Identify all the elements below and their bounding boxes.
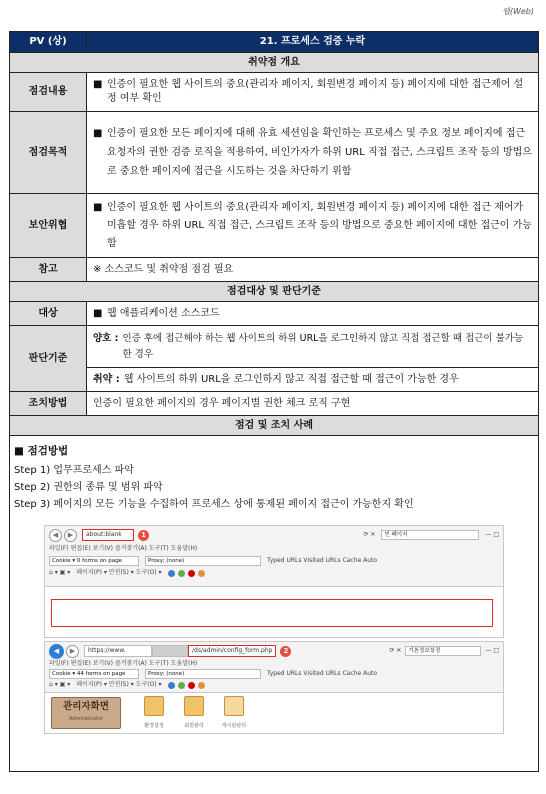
bullet-icon: ■ [93, 307, 103, 319]
blurred-domain [152, 645, 188, 657]
blank-page-highlight [51, 599, 493, 627]
address-bar-2[interactable]: https://www. [84, 645, 152, 657]
content-label: 점검내용 [10, 73, 87, 112]
content-text: 인증이 필요한 웹 사이트의 중요(관리자 페이지, 회원변경 페이지 등) 페이지에 대한 접근제어 설정 여부 확인 [107, 79, 524, 104]
admin-url[interactable]: /ds/admin/config_form.php [188, 645, 276, 657]
toolbar-right-2[interactable]: Typed URLs Visited URLs Cache Auto [267, 670, 378, 677]
step-2: Step 2) 권한의 종류 및 범위 파악 [14, 482, 163, 493]
threat-text: 인증이 필요한 웹 사이트의 중요(관리자 페이지, 회원변경 페이지 등) 페이지에 대한 접근 제어가 미흡할 경우 하위 URL 직접 접근, 스크립트 조작 등의 방법으로 중요한 페이지에 대한 접근이 가능함 [107, 201, 532, 249]
board-icon [224, 696, 244, 716]
judge-bad-cell [87, 368, 539, 392]
members-icon [184, 696, 204, 716]
purpose-text: 인증이 필요한 모든 페이지에 대해 유효 세션임을 확인하는 프로세스 및 주요 정보 페이지에 접근 요청자의 권한 검증 로직을 적용하여, 비인가자가 하위 URL 직접 접근, 스크립트 조작 등의 방법으로 중요한 페이지에 접근을 시도하는 것을 차단하기 위함 [107, 128, 532, 177]
menu-item-label: 환경설정 [144, 723, 164, 729]
forward-icon[interactable]: ▶ [64, 529, 77, 542]
target-text: 웹 애플리케이션 소스코드 [107, 307, 220, 319]
step-badge-2: 2 [280, 646, 291, 657]
bad-text: 웹 사이트의 하위 URL을 로그인하지 않고 직접 접근할 때 접근이 가능한 경우 [123, 373, 459, 385]
method-title: ■ 점검방법 [14, 445, 69, 457]
checklist-table [9, 31, 539, 772]
fav-bar-1 [49, 568, 499, 578]
severity-label: PV (상) [10, 32, 87, 53]
tab-2[interactable]: 기본정보설정 [405, 646, 481, 656]
item-title: 21. 프로세스 검증 누락 [87, 32, 539, 53]
bad-key: 취약 : [93, 373, 120, 385]
section-criteria: 점검대상 및 판단기준 [10, 282, 539, 302]
forward-icon[interactable]: ▶ [66, 645, 79, 658]
note-label: 참고 [10, 258, 87, 282]
judge-label: 판단기준 [10, 326, 87, 392]
menu-item-members[interactable] [177, 696, 211, 733]
window-controls-icon[interactable]: — □ [485, 531, 499, 538]
settings-icon [144, 696, 164, 716]
section-examples: 점검 및 조치 사례 [10, 416, 539, 436]
fav-menu-2[interactable]: 페이지(P) ▾ 안전(S) ▾ 도구(O) ▾ [76, 681, 162, 688]
admin-screen-button[interactable] [51, 697, 121, 729]
examples-cell [10, 436, 539, 772]
toolbar-right-1[interactable]: Typed URLs Visited URLs Cache Auto [267, 557, 378, 564]
purpose-cell [87, 112, 539, 194]
title-row [10, 32, 539, 53]
admin-sub: Administrator [68, 716, 104, 722]
forms-field-2[interactable]: Cookie ▾ 44 forms on page [49, 669, 139, 679]
step-3: Step 3) 페이지의 모든 기능을 수집하여 프로세스 상에 통제된 페이지 접근이 가능한지 확인 [14, 499, 414, 510]
back-icon[interactable]: ◀ [49, 529, 62, 542]
menu-item-settings[interactable] [137, 696, 171, 733]
good-key: 양호 : [93, 332, 119, 344]
content-cell [87, 73, 539, 112]
target-label: 대상 [10, 302, 87, 326]
admin-title: 관리자화면 [63, 701, 109, 712]
browser-window-1 [44, 525, 504, 587]
toolbar-1 [49, 556, 499, 566]
menu-bar-2[interactable]: 파일(F) 편집(E) 보기(V) 즐겨찾기(A) 도구(T) 도움말(H) [49, 660, 198, 667]
toolbar-icons [168, 682, 205, 689]
purpose-label: 점검목적 [10, 112, 87, 194]
judge-good-cell [87, 326, 539, 368]
fav-menu-1[interactable]: 페이지(P) ▾ 안전(S) ▾ 도구(O) ▾ [76, 569, 162, 576]
good-text: 인증 후에 접근해야 하는 웹 사이트의 하위 URL을 로그인하지 않고 직접 접근할 때 접근이 불가능한 경우 [122, 332, 524, 360]
action-label: 조치방법 [10, 392, 87, 416]
refresh-icon[interactable]: ⟳ ✕ [363, 531, 376, 538]
menu-bar-1[interactable]: 파일(F) 편집(E) 보기(V) 즐겨찾기(A) 도구(T) 도움말(H) [49, 545, 198, 552]
address-bar-1[interactable]: about:blank [82, 529, 134, 541]
home-icon[interactable]: ⌂ ▾ ▣ ▾ [49, 569, 71, 576]
step-badge-1: 1 [138, 530, 149, 541]
fav-bar-2 [49, 680, 499, 690]
toolbar-icons [168, 570, 205, 577]
bullet-icon: ■ [93, 79, 103, 90]
action-text: 인증이 필요한 페이지의 경우 페이지별 권한 체크 로직 구현 [87, 392, 539, 416]
proxy-field-2[interactable]: Proxy: (none) [145, 669, 261, 679]
menu-item-board[interactable] [217, 696, 251, 733]
note-text: ※ 소스코드 및 취약점 점검 필요 [87, 258, 539, 282]
tab-1[interactable]: 빈 페이지 [381, 530, 479, 540]
threat-cell [87, 194, 539, 258]
threat-label: 보안위협 [10, 194, 87, 258]
page-content-2 [44, 692, 504, 734]
forms-field-1[interactable]: Cookie ▾ 0 forms on page [49, 556, 139, 566]
bullet-icon: ■ [93, 201, 103, 213]
example-screenshot [44, 525, 502, 733]
back-icon[interactable]: ◀ [49, 644, 64, 659]
target-cell [87, 302, 539, 326]
section-overview: 취약점 개요 [10, 53, 539, 73]
header-note: 웹(Web) [502, 7, 534, 16]
page-content-1 [44, 586, 504, 638]
browser-window-2 [44, 641, 504, 693]
step-1: Step 1) 업무프로세스 파악 [14, 465, 134, 476]
window-controls-icon[interactable]: — □ [485, 647, 499, 654]
proxy-field-1[interactable]: Proxy: (none) [145, 556, 261, 566]
home-icon[interactable]: ⌂ ▾ ▣ ▾ [49, 681, 71, 688]
menu-item-label: 회원관리 [184, 723, 204, 729]
bullet-icon: ■ [93, 128, 103, 139]
menu-item-label: 게시판관리 [221, 723, 247, 729]
refresh-icon[interactable]: ⟳ ✕ [389, 647, 402, 654]
